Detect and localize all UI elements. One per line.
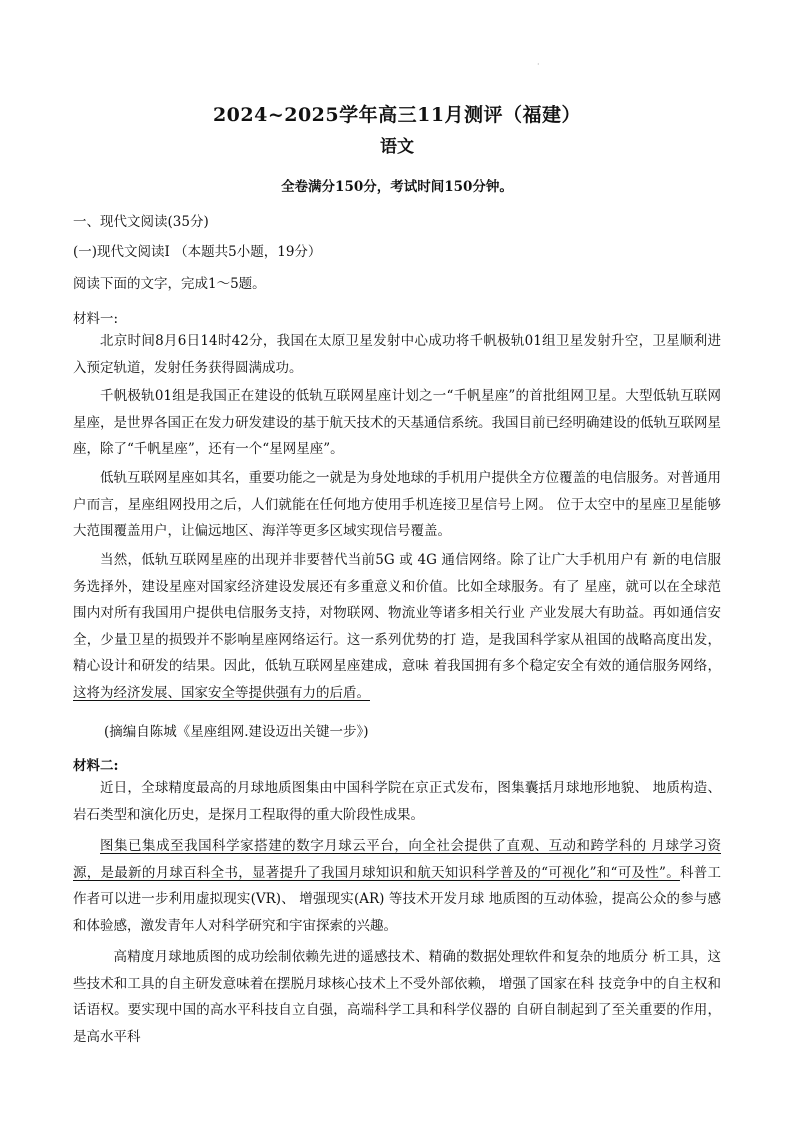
material-two-paragraph-1: 近日，全球精度最高的月球地质图集由中国科学院在京正式发布，图集囊括月球地形地貌、 地质构造、岩石类型和演化历史，是探月工程取得的重大阶段性成果。 (73, 780, 721, 823)
paragraph-text: 科普工作者可以进一步利用虚拟现实(VR)、 增强现实(AR) 等技术开发月球 地质图的互动体验，提高公众的参与感和体验感，激发青年人对科学研究和宇宙探索的兴趣。 (73, 864, 722, 934)
paragraph-text: 当然，低轨互联网星座的出现并非要替代当前5G 或 4G 通信网络。除了让广大手机用户有 新的电信服务选择外，建设星座对国家经济建设发展还有多重意义和价值。比如全球服务。有了 星座，就可以在全球范围内对所有我国用户提供电信服务支持，对物联网、物流业等诸多相关行业 产业发展大有助益。再如通信安全，少量卫星的损毁并不影响星座网络运行。这一系列优势的打 造，是我国科学家从祖国的战略高度出发，精心设计和研发的结果。因此，低轨互联网星座建成，意味 着我国拥有多个稳定安全有效的通信服务网络， (73, 552, 721, 674)
material-one-paragraph-3: 低轨互联网星座如其名，重要功能之一就是为身处地球的手机用户提供全方位覆盖的电信服务。对普通用户而言，星座组网投用之后，人们就能在任何地方使用手机连接卫星信号上网。 位于太空中的星座卫星能够大范围覆盖用户，让偏远地区、海洋等更多区域实现信号覆盖。 (73, 470, 721, 539)
material-one-label: 材料一: (73, 311, 119, 327)
reading-instruction: 阅读下面的文字，完成1～5题。 (73, 276, 266, 292)
corner-mark: · (537, 60, 540, 69)
subject-title: 语文 (380, 137, 414, 157)
section-heading: 一、现代文阅读(35分) (73, 214, 209, 230)
material-one-paragraph-2: 千帆极轨01组是我国正在建设的低轨互联网星座计划之一“千帆星座”的首批组网卫星。大型低轨互联网星座，是世界各国正在发力研发建设的基于航天技术的天基通信系统。我国目前已经明确建设的低轨互联网星座，除了“千帆星座”，还有一个“星网星座”。 (73, 388, 721, 457)
underlined-sentence: 这将为经济发展、国家安全等提供强有力的后盾。 (73, 684, 370, 701)
exam-notice: 全卷满分150分，考试时间150分钟。 (281, 179, 513, 195)
exam-title: 2024~2025学年高三11月测评（福建） (212, 104, 582, 126)
sub-section-heading: (一)现代文阅读Ⅰ （本题共5小题，19分） (73, 244, 322, 260)
underlined-sentence: 图集已集成至我国科学家搭建的数字月球云平台，向全社会提供了直观、互动和跨学科的 月球学习资源，是最新的月球百科全书，显著提升了我国月球知识和航天知识科学普及的“可视化”和“可及性”。 (73, 838, 721, 881)
material-two-paragraph-3: 高精度月球地质图的成功绘制依赖先进的遥感技术、精确的数据处理软件和复杂的地质分 析工具，这些技术和工具的自主研发意味着在摆脱月球核心技术上不受外部依赖， 增强了国家在科 技竞争中的自主权和话语权。要实现中国的高水平科技自立自强，高端科学工具和科学仪器的 自研自制起到了至关重要的作用，是高水平科 (73, 949, 721, 1045)
material-one-paragraph-1: 北京时间8月6日14时42分，我国在太原卫星发射中心成功将千帆极轨01组卫星发射升空，卫星顺利进入预定轨道，发射任务获得圆满成功。 (73, 333, 721, 376)
material-one-paragraph-4 (73, 547, 721, 706)
material-one-source: (摘编自陈城《星座组网.建设迈出关键一步》) (104, 724, 369, 740)
material-two-paragraph-2 (73, 833, 721, 939)
material-two-label: 材料二: (73, 758, 119, 774)
